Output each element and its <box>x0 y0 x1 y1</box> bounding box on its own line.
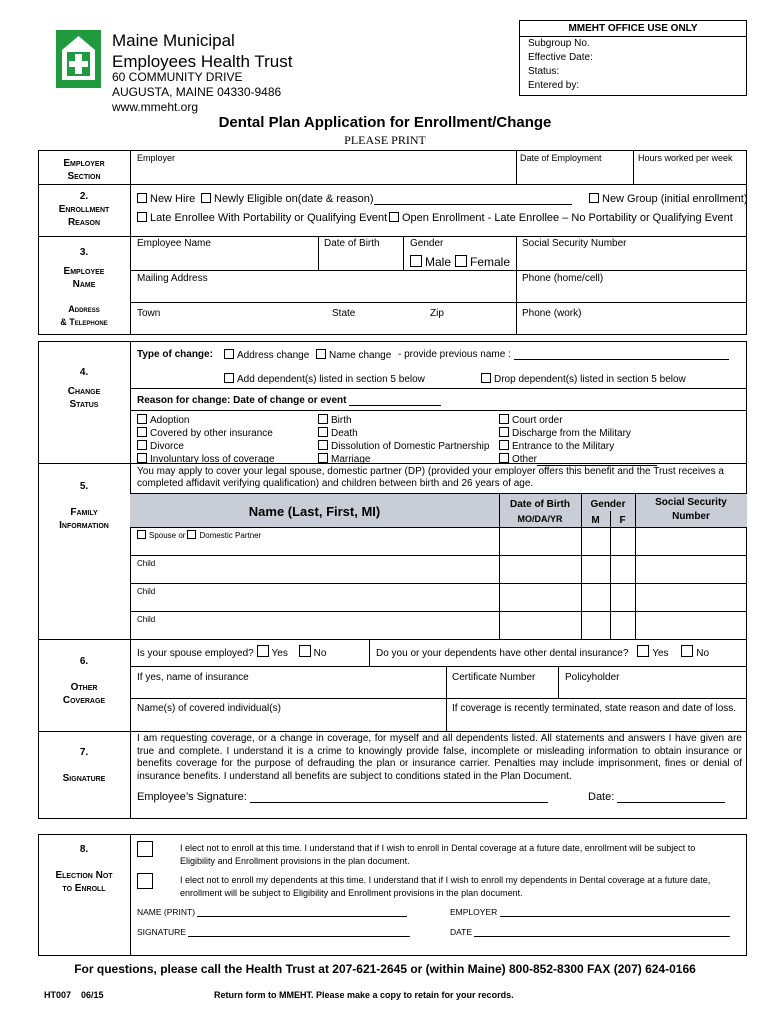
form-code: HT007 06/15 <box>44 990 104 1000</box>
signature-section-label: 7. Signature <box>62 747 106 784</box>
employee-signature-field[interactable]: Employee’s Signature: <box>137 791 548 803</box>
elect-not-enroll-text: I elect not to enroll at this time. I understand that if I wish to enroll in Dental coverage at a future date, enrollment will be subject to Eligibility and Enrollment provisions in the plan document. <box>180 843 696 866</box>
other-insurance-no[interactable]: No <box>696 648 710 659</box>
new-hire-checkbox[interactable]: New Hire <box>137 193 195 205</box>
reasons-col1 <box>137 414 275 466</box>
spouse-employed-no[interactable]: No <box>313 648 327 659</box>
spouse-employed: Is your spouse employed? Yes No <box>137 645 326 659</box>
org-name-line1: Maine Municipal <box>112 31 235 50</box>
name-change-checkbox[interactable]: Name change <box>316 349 391 361</box>
enrollment-reason-label: 2. Enrollment Reason <box>58 191 110 228</box>
election-not-to-enroll-label: 8. Election Not to Enroll <box>55 844 113 894</box>
logo <box>56 30 101 88</box>
org-name <box>112 30 292 72</box>
org-website: www.mmeht.org <box>112 100 199 114</box>
other-insurance: Do you or your dependents have other dental insurance? Yes No <box>376 645 709 659</box>
office-use-title: MMEHT OFFICE USE ONLY <box>520 21 746 37</box>
reason-entrance-checkbox[interactable]: Entrance to the Military <box>499 440 657 453</box>
family-information-label: 5. Family Information <box>59 481 109 531</box>
late-enrollee-checkbox[interactable]: Late Enrollee With Portability or Qualifying Event <box>137 212 387 224</box>
questions-line: For questions, please call the Health Trust at 207-621-2645 or (within Maine) 800-852-8300 FAX (207) 624-0166 <box>74 962 696 976</box>
office-effective-date: Effective Date: <box>528 52 593 63</box>
other-insurance-yes[interactable]: Yes <box>652 648 669 659</box>
child-row-2[interactable]: Child <box>137 587 156 596</box>
reasons-col3 <box>499 414 657 466</box>
reason-discharge-checkbox[interactable]: Discharge from the Military <box>499 427 657 440</box>
employer-section-label: Employer Section <box>63 158 105 182</box>
elect-not-enroll-dependents-text: I elect not to enroll my dependents at this time. I understand that if I wish to enroll my dependents in Dental coverage at a future date, enrollment will be subject to Eligibility and Enrollment provisions in the plan document. <box>180 875 711 898</box>
employer-sign-field[interactable]: EMPLOYER <box>450 907 730 917</box>
mailing-address-field[interactable]: Mailing Address <box>137 273 208 284</box>
gender-m-header: M <box>591 515 600 526</box>
reason-dissolution-checkbox[interactable]: Dissolution of Domestic Partnership <box>318 440 489 453</box>
office-entered-by: Entered by: <box>528 80 580 91</box>
office-use-box <box>519 20 747 96</box>
female-checkbox[interactable]: Female <box>455 255 510 269</box>
employee-name-label: 3. Employee Name <box>63 247 105 290</box>
office-subgroup: Subgroup No. <box>528 38 590 49</box>
add-dependent-checkbox[interactable]: Add dependent(s) listed in section 5 below <box>224 373 425 385</box>
gender-column-header: Gender <box>590 499 626 510</box>
spouse-employed-yes[interactable]: Yes <box>271 648 288 659</box>
type-of-change-label: Type of change: <box>137 349 213 360</box>
form-title: Dental Plan Application for Enrollment/Change <box>218 114 552 131</box>
signature-field-8[interactable]: SIGNATURE <box>137 927 410 937</box>
newly-eligible-checkbox[interactable]: Newly Eligible on(date & reason) <box>201 193 572 205</box>
previous-name-field[interactable]: - provide previous name : <box>398 349 729 360</box>
child-row-3[interactable]: Child <box>137 615 156 624</box>
please-print: PLEASE PRINT <box>344 133 426 147</box>
town-field[interactable]: Town <box>137 308 161 319</box>
certificate-number-field[interactable]: Certificate Number <box>452 672 536 683</box>
male-checkbox[interactable]: Male <box>410 255 451 269</box>
zip-field[interactable]: Zip <box>430 308 444 319</box>
return-instructions: Return form to MMEHT. Please make a copy to retain for your records. <box>214 990 514 1000</box>
employer-field[interactable]: Employer <box>137 153 176 163</box>
address-telephone-label: Address & Telephone <box>60 304 108 327</box>
reason-involuntary-loss-checkbox[interactable]: Involuntary loss of coverage <box>137 453 275 466</box>
state-field[interactable]: State <box>332 308 356 319</box>
name-print-field[interactable]: NAME (PRINT) <box>137 907 407 917</box>
signature-date-field[interactable]: Date: <box>588 791 725 803</box>
dob-column-header: Date of Birth MO/DA/YR <box>510 499 570 524</box>
org-address-line1: 60 COMMUNITY DRIVE <box>112 70 243 84</box>
house-cross-icon <box>56 30 101 88</box>
reason-death-checkbox[interactable]: Death <box>318 427 489 440</box>
other-coverage-label: 6. Other Coverage <box>62 656 106 706</box>
terminated-coverage-field[interactable]: If coverage is recently terminated, state reason and date of loss. <box>452 703 737 714</box>
elect-not-enroll-dependents-checkbox[interactable] <box>137 873 153 894</box>
employee-ssn-field[interactable]: Social Security Number <box>522 238 627 249</box>
reason-other-checkbox[interactable]: Other <box>499 453 657 466</box>
ssn-column-header: Social Security Number <box>655 497 727 522</box>
phone-home-field[interactable]: Phone (home/cell) <box>522 273 604 284</box>
change-status-label: 4. Change Status <box>67 367 101 410</box>
office-fields <box>520 37 746 93</box>
date-of-employment-field[interactable]: Date of Employment <box>520 153 602 163</box>
reason-adoption-checkbox[interactable]: Adoption <box>137 414 275 427</box>
gender-f-header: F <box>619 515 626 526</box>
name-column-header: Name (Last, First, MI) <box>248 504 381 519</box>
elect-not-enroll-checkbox[interactable] <box>137 841 153 862</box>
family-intro: You may apply to cover your legal spouse, domestic partner (DP) (provided your employer offers this benefit and the Trust receives a completed affidavit verifying qualification) and children between birth and 26 years of age. <box>137 466 724 489</box>
reason-other-insurance-checkbox[interactable]: Covered by other insurance <box>137 427 275 440</box>
new-group-checkbox[interactable]: New Group (initial enrollment) <box>589 193 748 205</box>
gender-label: Gender <box>410 238 444 249</box>
date-field-8[interactable]: DATE <box>450 927 730 937</box>
certification-statement: I am requesting coverage, or a change in coverage, for myself and all dependents listed. All statements and answers I have given are true and complete. I understand it is a crime to knowingly provide false, incomplete or misleading information to obtain insurance or benefits coverage for the purpose of defrauding the plan or insurance carrier. Penalties may include imprisonment, fines or denial of insurance benefits. I understand all benefits are subject to conditions stated in the Plan Document. <box>137 733 742 782</box>
covered-individuals-field[interactable]: Name(s) of covered individual(s) <box>137 703 281 714</box>
drop-dependent-checkbox[interactable]: Drop dependent(s) listed in section 5 below <box>481 373 686 385</box>
employee-name-field[interactable]: Employee Name <box>137 238 211 249</box>
reason-divorce-checkbox[interactable]: Divorce <box>137 440 275 453</box>
office-status: Status: <box>528 66 560 77</box>
policyholder-field[interactable]: Policyholder <box>565 672 620 683</box>
hours-worked-field[interactable]: Hours worked per week <box>638 153 733 163</box>
reasons-col2 <box>318 414 489 466</box>
reason-for-change[interactable]: Reason for change: Date of change or event <box>137 395 441 406</box>
phone-work-field[interactable]: Phone (work) <box>522 308 582 319</box>
open-enrollment-checkbox[interactable]: Open Enrollment - Late Enrollee – No Portability or Qualifying Event <box>389 212 733 224</box>
employee-dob-field[interactable]: Date of Birth <box>324 238 380 249</box>
reason-marriage-checkbox[interactable]: Marriage <box>318 453 489 466</box>
address-change-checkbox[interactable]: Address change <box>224 349 309 361</box>
child-row-1[interactable]: Child <box>137 559 156 568</box>
org-name-line2: Employees Health Trust <box>112 52 293 71</box>
insurance-name-field[interactable]: If yes, name of insurance <box>137 672 249 683</box>
reason-court-order-checkbox[interactable]: Court order <box>499 414 657 427</box>
org-address-line2: AUGUSTA, MAINE 04330-9486 <box>112 85 282 99</box>
org-address <box>112 70 281 115</box>
spouse-row[interactable]: Spouse or Domestic Partner <box>137 530 261 540</box>
reason-birth-checkbox[interactable]: Birth <box>318 414 489 427</box>
